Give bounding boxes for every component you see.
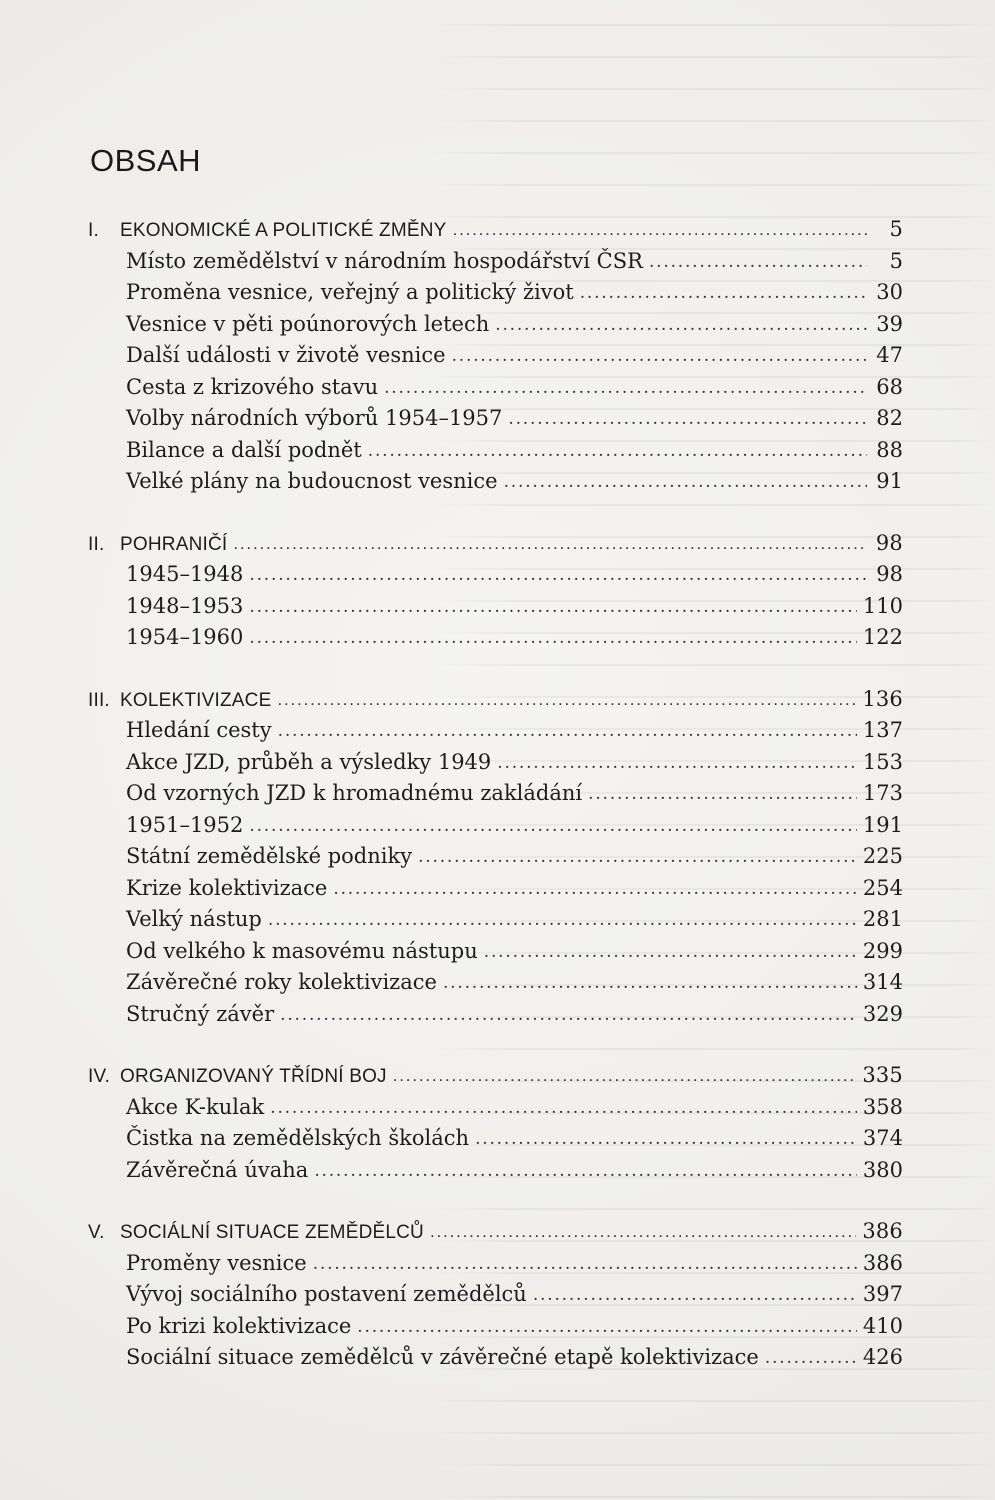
dot-leader (418, 842, 857, 872)
toc-entry (88, 1311, 903, 1343)
page-number: 173 (862, 781, 903, 805)
page-number: 110 (862, 593, 903, 618)
page-title: OBSAH (90, 143, 202, 178)
toc-chapter-line (88, 528, 903, 560)
entry-title: 1945–1948 (126, 562, 244, 586)
page-number: 137 (862, 718, 903, 742)
toc-entry (88, 904, 903, 936)
toc-entry (88, 1123, 903, 1155)
dot-leader (277, 685, 856, 715)
dot-leader (504, 467, 867, 497)
entry-title: Závěrečné roky kolektivizace (126, 970, 437, 994)
entry-title: Čistka na zemědělských školách (126, 1126, 470, 1150)
dot-leader (270, 1093, 857, 1123)
toc-entry (88, 246, 903, 278)
entry-title: Velké plány na budoucnost vesnice (126, 469, 498, 493)
chapter-title: POHRANIČÍ (120, 533, 228, 555)
chapter-number: IV. (88, 1066, 111, 1087)
entry-title: 1951–1952 (126, 812, 244, 837)
entry-title: Místo zemědělství v národním hospodářství ČSR (126, 248, 643, 273)
entry-title: Krize kolektivizace (126, 875, 328, 900)
toc-entry (88, 810, 903, 842)
toc-chapter-line (88, 1216, 903, 1248)
toc-entry (88, 591, 903, 623)
dot-leader (384, 373, 867, 403)
dot-leader (649, 247, 867, 277)
entry-title: Volby národních výborů 1954–1957 (126, 406, 503, 430)
toc-entry (88, 747, 903, 779)
page-number: 122 (862, 625, 903, 649)
entry-title: Stručný závěr (126, 1001, 275, 1026)
page-number: 281 (862, 907, 903, 931)
toc-entry (88, 559, 903, 591)
page-number: 68 (876, 374, 903, 399)
entry-title: Akce K-kulak (126, 1094, 265, 1119)
page-number: 98 (876, 562, 903, 586)
page-number: 30 (876, 280, 903, 304)
dot-leader (280, 1000, 857, 1030)
toc-section (88, 684, 903, 1031)
toc-entry (88, 1279, 903, 1311)
chapter-number: I. (88, 220, 99, 241)
page-number: 314 (862, 970, 903, 994)
toc-entry (88, 466, 903, 498)
page-number: 88 (876, 437, 903, 462)
toc-entry (88, 1155, 903, 1187)
toc-entry (88, 622, 903, 654)
dot-leader (484, 937, 857, 967)
toc-entry (88, 936, 903, 968)
toc-entry (88, 435, 903, 467)
page-number: 426 (862, 1345, 903, 1369)
toc-entry (88, 277, 903, 309)
toc-entry (88, 778, 903, 810)
entry-title: Bilance a další podnět (126, 437, 362, 462)
page-number: 329 (862, 1001, 903, 1026)
toc-entry (88, 372, 903, 404)
toc-entry (88, 1092, 903, 1124)
entry-title: Další události v životě vesnice (126, 343, 446, 367)
dot-leader (249, 560, 867, 590)
toc-chapter-line (88, 684, 903, 716)
toc-entry (88, 403, 903, 435)
page-number: 39 (876, 311, 903, 336)
page-number: 98 (875, 530, 903, 555)
dot-leader (249, 811, 857, 841)
chapter-number: V. (88, 1222, 105, 1243)
dot-leader (249, 592, 857, 622)
toc-entry (88, 873, 903, 905)
dot-leader (233, 529, 867, 559)
toc-section (88, 1216, 903, 1374)
toc-entry (88, 715, 903, 747)
page-number: 299 (862, 938, 903, 963)
dot-leader (314, 1156, 857, 1186)
dot-leader (249, 623, 857, 653)
toc-section (88, 214, 903, 498)
dot-leader (533, 1280, 857, 1310)
entry-title: Hledání cesty (126, 718, 272, 742)
dot-leader (357, 1312, 857, 1342)
entry-title: Akce JZD, průběh a výsledky 1949 (126, 749, 492, 774)
dot-leader (313, 1249, 857, 1279)
entry-title: Velký nástup (126, 907, 262, 931)
entry-title: Závěrečná úvaha (126, 1157, 309, 1182)
dot-leader (508, 404, 867, 434)
dot-leader (278, 716, 857, 746)
entry-title: Vývoj sociálního postavení zemědělců (126, 1282, 527, 1306)
dot-leader (588, 779, 857, 809)
dot-leader (475, 1124, 857, 1154)
toc-entry (88, 841, 903, 873)
page-number: 335 (862, 1063, 903, 1087)
entry-title: 1948–1953 (126, 593, 244, 618)
page-number: 5 (889, 248, 903, 273)
entry-title: Cesta z krizového stavu (126, 374, 379, 399)
dot-leader (443, 968, 857, 998)
dot-leader (393, 1061, 857, 1091)
chapter-title: ORGANIZOVANÝ TŘÍDNÍ BOJ (120, 1066, 387, 1087)
page-number: 254 (862, 875, 903, 900)
chapter-title: KOLEKTIVIZACE (120, 689, 272, 711)
page-number: 380 (862, 1157, 903, 1182)
dot-leader (495, 310, 867, 340)
dot-leader (368, 436, 867, 466)
page-number: 374 (862, 1126, 903, 1150)
page-number: 136 (862, 686, 903, 711)
page-number: 410 (862, 1313, 903, 1338)
entry-title: Proměna vesnice, veřejný a politický život (126, 280, 574, 304)
chapter-title: EKONOMICKÉ A POLITICKÉ ZMĚNY (120, 220, 447, 241)
dot-leader (452, 341, 867, 371)
toc-entry (88, 967, 903, 999)
entry-title: Sociální situace zemědělců v závěrečné etapě kolektivizace (126, 1345, 759, 1369)
toc-section (88, 1060, 903, 1186)
toc-entry (88, 1248, 903, 1280)
toc-entry (88, 999, 903, 1031)
page-number: 47 (876, 343, 903, 367)
dot-leader (430, 1217, 856, 1247)
toc-entry (88, 1342, 903, 1374)
page-number: 82 (876, 406, 903, 430)
page-number: 358 (862, 1094, 903, 1119)
page-number: 386 (862, 1250, 903, 1275)
dot-leader (580, 278, 867, 308)
chapter-number: III. (88, 689, 110, 711)
page-number: 386 (862, 1219, 903, 1243)
toc-section (88, 528, 903, 654)
entry-title: 1954–1960 (126, 625, 244, 649)
dot-leader (497, 748, 857, 778)
page-number: 153 (862, 749, 903, 774)
chapter-number: II. (88, 533, 105, 555)
page-number: 191 (862, 812, 903, 837)
entry-title: Státní zemědělské podniky (126, 844, 413, 868)
table-of-contents (88, 214, 903, 1404)
toc-entry (88, 309, 903, 341)
dot-leader (453, 215, 867, 245)
chapter-title: SOCIÁLNÍ SITUACE ZEMĚDĚLCŮ (120, 1222, 424, 1243)
page-number: 5 (889, 217, 903, 241)
entry-title: Vesnice v pěti poúnorových letech (126, 311, 490, 336)
page-number: 397 (862, 1282, 903, 1306)
entry-title: Od vzorných JZD k hromadnému zakládání (126, 781, 583, 805)
dot-leader (333, 874, 857, 904)
entry-title: Po krizi kolektivizace (126, 1313, 352, 1338)
toc-chapter-line (88, 214, 903, 246)
dot-leader (765, 1343, 857, 1373)
toc-entry (88, 340, 903, 372)
entry-title: Proměny vesnice (126, 1250, 307, 1275)
entry-title: Od velkého k masovému nástupu (126, 938, 478, 963)
page-number: 91 (876, 469, 903, 493)
toc-chapter-line (88, 1060, 903, 1092)
page-number: 225 (862, 844, 903, 868)
dot-leader (268, 905, 857, 935)
